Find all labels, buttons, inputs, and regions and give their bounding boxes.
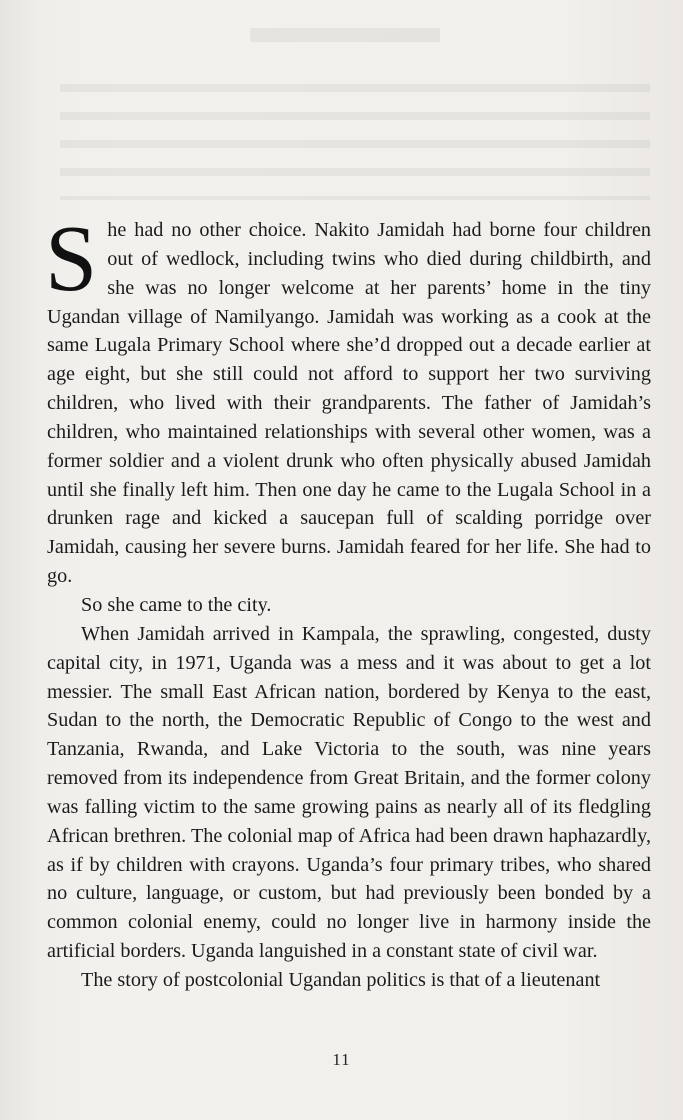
- paragraph-3: When Jamidah arrived in Kampala, the sprawling, congested, dusty capital city, in 1971, Uganda was a mess and it was about to get a lot messier. The small East African nation, bordered by Kenya to the east, Sudan to the north, the Democratic Republic of Congo to the west and Tanzania, Rwanda, and Lake Victoria to the south, was nine years removed from its independence from Great Britain, and the former colony was falling victim to the same growing pains as nearly all of its fledgling African brethren. The colonial map of Africa had been drawn haphazardly, as if by children with crayons. Uganda’s four primary tribes, who shared no culture, language, or custom, but had previously been bonded by a common colonial enemy, could no longer live in harmony inside the artificial borders. Uganda languished in a constant state of civil war.: [47, 622, 651, 963]
- page-number: 11: [332, 1050, 351, 1069]
- paragraph-2: So she came to the city.: [81, 593, 272, 616]
- drop-cap: S: [45, 207, 98, 311]
- paragraph-4: The story of postcolonial Ugandan politics is that of a lieutenant: [81, 968, 601, 991]
- bleed-through-text: [60, 70, 650, 200]
- body-text: [45, 207, 651, 995]
- bleed-through-running-head: [250, 28, 440, 42]
- paragraph-1-text: he had no other choice. Nakito Jamidah had borne four children out of wedlock, including twins who died during childbirth, and she was no longer welcome at her parents’ home in the tiny Ugandan village of Namilyango. Jamidah was working as a cook at the same Lugala Primary School where she’d dropped out a decade earlier at age eight, but she still could not afford to support her two surviving children, who lived with their grandparents. The father of Jamidah’s children, who maintained relationships with several other women, was a former soldier and a violent drunk who often physically abused Jamidah until she finally left him. Then one day he came to the Lugala School in a drunken rage and kicked a saucepan full of scalding porridge over Jamidah, causing her severe burns. Jamidah feared for her life. She had to go.: [47, 219, 651, 588]
- paragraph-1: [45, 207, 651, 591]
